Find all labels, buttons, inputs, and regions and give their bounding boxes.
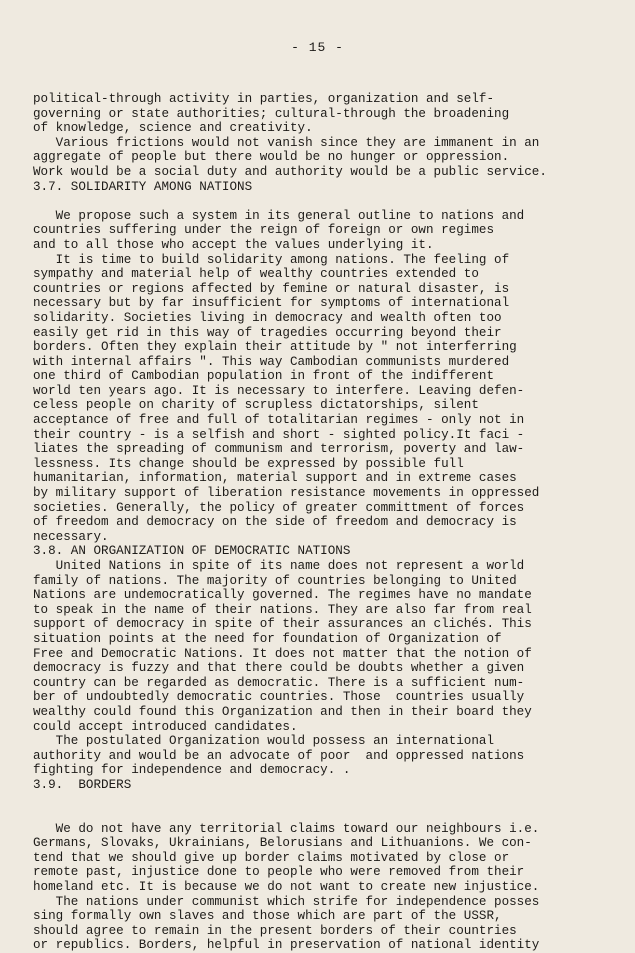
text-line: necessary.	[33, 529, 109, 544]
text-line: Free and Democratic Nations. It does not matter that the notion of	[33, 646, 532, 661]
text-line: countries or regions affected by femine or natural disaster, is	[33, 281, 510, 296]
text-line: authority and would be an advocate of poor and oppressed nations	[33, 748, 525, 763]
text-line: of knowledge, science and creativity.	[33, 121, 313, 136]
text-line: democracy is fuzzy and that there could be doubts whether a given	[33, 661, 525, 676]
text-line: to speak in the name of their nations. They are also far from real	[33, 602, 532, 617]
text-line: support of democracy in spite of their assurances an clichés. This	[33, 617, 532, 632]
text-line: or republics. Borders, helpful in preservation of national identity	[33, 938, 540, 953]
text-line: with internal affairs ". This way Cambodian communists murdered	[33, 354, 510, 369]
text-line: 3.8. AN ORGANIZATION OF DEMOCRATIC NATIONS	[33, 544, 351, 559]
text-line: aggregate of people but there would be no hunger or oppression.	[33, 150, 510, 165]
text-line: by military support of liberation resistance movements in oppressed	[33, 486, 540, 501]
text-line: world ten years ago. It is necessary to interfere. Leaving defen-	[33, 383, 525, 398]
text-line: fighting for independence and democracy. .	[33, 763, 351, 778]
text-line: societies. Generally, the policy of greater committment of forces	[33, 500, 525, 515]
text-line: one third of Cambodian population in front of the indifferent	[33, 369, 495, 384]
text-line: remote past, injustice done to people who were removed from their	[33, 865, 525, 880]
blank-line	[33, 807, 613, 822]
body-text	[33, 92, 613, 953]
text-line: situation points at the need for foundation of Organization of	[33, 631, 502, 646]
text-line: 3.7. SOLIDARITY AMONG NATIONS	[33, 179, 253, 194]
text-line: sing formally own slaves and those which are part of the USSR,	[33, 909, 502, 924]
text-line: of freedom and democracy on the side of freedom and democracy is	[33, 515, 517, 530]
text-line: should agree to remain in the present borders of their countries	[33, 923, 517, 938]
text-line: family of nations. The majority of countries belonging to United	[33, 573, 517, 588]
text-line: necessary but by far insufficient for symptoms of international	[33, 296, 510, 311]
text-line: The postulated Organization would possess an international	[33, 734, 495, 749]
text-line: borders. Often they explain their attitude by " not interferring	[33, 340, 517, 355]
text-line: Germans, Slovaks, Ukrainians, Belorusians and Lithuanions. We con-	[33, 836, 532, 851]
text-line: We do not have any territorial claims toward our neighbours i.e.	[33, 821, 540, 836]
text-line: easily get rid in this way of tragedies occurring beyond their	[33, 325, 502, 340]
text-line: country can be regarded as democratic. There is a sufficient num-	[33, 675, 525, 690]
text-line: humanitarian, information, material support and in extreme cases	[33, 471, 517, 486]
text-line: The nations under communist which strife for independence posses	[33, 894, 540, 909]
text-line: Various frictions would not vanish since they are immanent in an	[33, 135, 540, 150]
text-line: celess people on charity of scrupless dictatorships, silent	[33, 398, 479, 413]
text-line: sympathy and material help of wealthy countries extended to	[33, 267, 479, 282]
blank-line	[33, 194, 613, 209]
page-number: - 15 -	[291, 40, 344, 55]
text-line: could accept introduced candidates.	[33, 719, 298, 734]
text-line: homeland etc. It is because we do not want to create new injustice.	[33, 880, 540, 895]
text-line: Nations are undemocratically governed. The regimes have no mandate	[33, 588, 532, 603]
text-line: countries suffering under the reign of foreign or own regimes	[33, 223, 495, 238]
text-line: liates the spreading of communism and terrorism, poverty and law-	[33, 442, 525, 457]
text-line: their country - is a selfish and short - sighted policy.It faci -	[33, 427, 525, 442]
text-line: ber of undoubtedly democratic countries. Those countries usually	[33, 690, 525, 705]
text-line: political-through activity in parties, organization and self-	[33, 92, 495, 106]
text-line: 3.9. BORDERS	[33, 777, 132, 792]
text-line: wealthy could found this Organization and then in their board they	[33, 704, 532, 719]
text-line: solidarity. Societies living in democracy and wealth often too	[33, 310, 502, 325]
text-line: acceptance of free and full of totalitarian regimes - only not in	[33, 413, 525, 428]
text-line: Work would be a social duty and authority would be a public service.	[33, 164, 547, 179]
blank-line	[33, 793, 613, 808]
text-line: and to all those who accept the values underlying it.	[33, 237, 434, 252]
text-line: We propose such a system in its general outline to nations and	[33, 208, 525, 223]
text-line: lessness. Its change should be expressed by possible full	[33, 456, 464, 471]
text-line: United Nations in spite of its name does not represent a world	[33, 559, 525, 573]
text-line: governing or state authorities; cultural-through the broadening	[33, 106, 510, 121]
text-line: tend that we should give up border claims motivated by close or	[33, 850, 510, 865]
text-line: It is time to build solidarity among nations. The feeling of	[33, 252, 510, 267]
